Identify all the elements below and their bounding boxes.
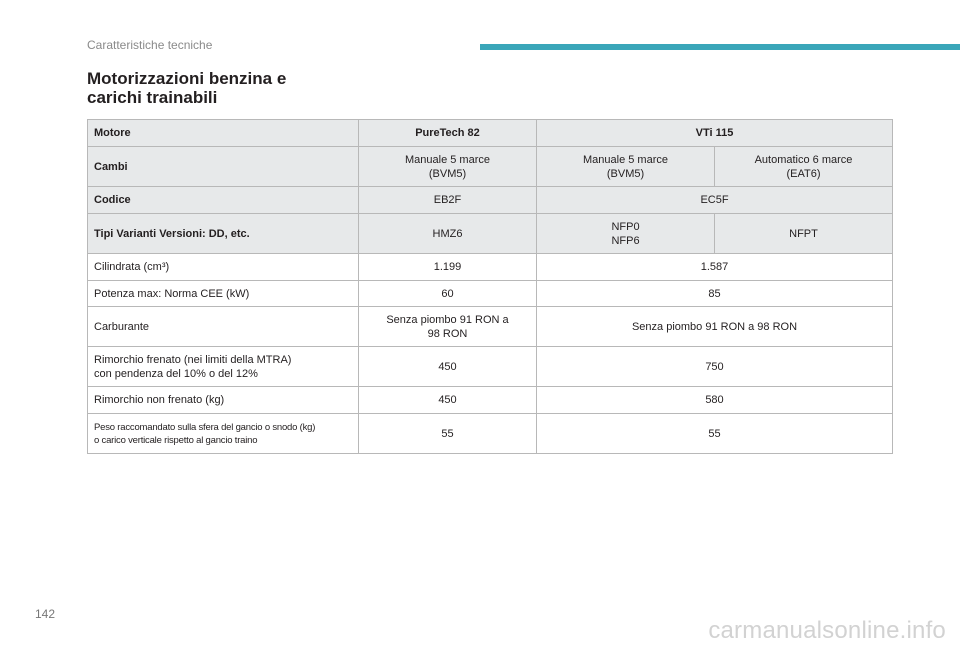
table-cell: 85 <box>537 281 893 307</box>
row-label: Cilindrata (cm³) <box>88 254 359 281</box>
table-cell: 450 <box>359 347 537 387</box>
table-cell: 580 <box>537 387 893 414</box>
table-row-carburante <box>88 307 893 347</box>
section-accent-bar <box>480 44 960 50</box>
page-title-line-2: carichi trainabili <box>87 88 218 107</box>
engine-vti-115: VTi 115 <box>537 120 893 147</box>
row-label: Rimorchio frenato (nei limiti della MTRA) con pendenza del 10% o del 12% <box>88 347 359 387</box>
table-cell: 750 <box>537 347 893 387</box>
table-row-peso-raccomandato <box>88 414 893 454</box>
page-number: 142 <box>35 607 56 621</box>
table-cell: Senza piombo 91 RON a 98 RON <box>359 307 537 347</box>
table-cell: EC5F <box>537 187 893 214</box>
table-cell: 450 <box>359 387 537 414</box>
table-cell: 55 <box>359 414 537 454</box>
table-cell: 1.199 <box>359 254 537 281</box>
table-cell: NFPT <box>715 214 893 254</box>
table-cell: HMZ6 <box>359 214 537 254</box>
table-row-cilindrata <box>88 254 893 281</box>
table-cell: EB2F <box>359 187 537 214</box>
row-label: Codice <box>88 187 359 214</box>
section-label: Caratteristiche tecniche <box>87 38 213 52</box>
watermark: carmanualsonline.info <box>708 617 946 644</box>
table-row-cambi <box>88 147 893 187</box>
page-title-line-1: Motorizzazioni benzina e <box>87 69 287 88</box>
row-label: Potenza max: Norma CEE (kW) <box>88 281 359 307</box>
row-label: Motore <box>88 120 359 147</box>
specs-table <box>87 119 893 454</box>
table-row-rimorchio-non-frenato <box>88 387 893 414</box>
table-cell: Senza piombo 91 RON a 98 RON <box>537 307 893 347</box>
table-cell: 60 <box>359 281 537 307</box>
table-row-potenza <box>88 281 893 307</box>
table-row-motore <box>88 120 893 147</box>
table-cell: NFP0 NFP6 <box>537 214 715 254</box>
table-row-tipi-varianti <box>88 214 893 254</box>
row-label: Cambi <box>88 147 359 187</box>
row-label: Rimorchio non frenato (kg) <box>88 387 359 414</box>
table-cell: 1.587 <box>537 254 893 281</box>
row-label: Carburante <box>88 307 359 347</box>
table-row-codice <box>88 187 893 214</box>
page-title <box>87 69 387 107</box>
table-cell: Manuale 5 marce (BVM5) <box>537 147 715 187</box>
table-cell: Manuale 5 marce (BVM5) <box>359 147 537 187</box>
table-row-rimorchio-frenato <box>88 347 893 387</box>
row-label: Peso raccomandato sulla sfera del gancio o snodo (kg) o carico verticale rispetto al gancio traino <box>88 414 359 454</box>
table-cell: 55 <box>537 414 893 454</box>
engine-purtech-82: PureTech 82 <box>359 120 537 147</box>
table-cell: Automatico 6 marce (EAT6) <box>715 147 893 187</box>
row-label: Tipi Varianti Versioni: DD, etc. <box>88 214 359 254</box>
